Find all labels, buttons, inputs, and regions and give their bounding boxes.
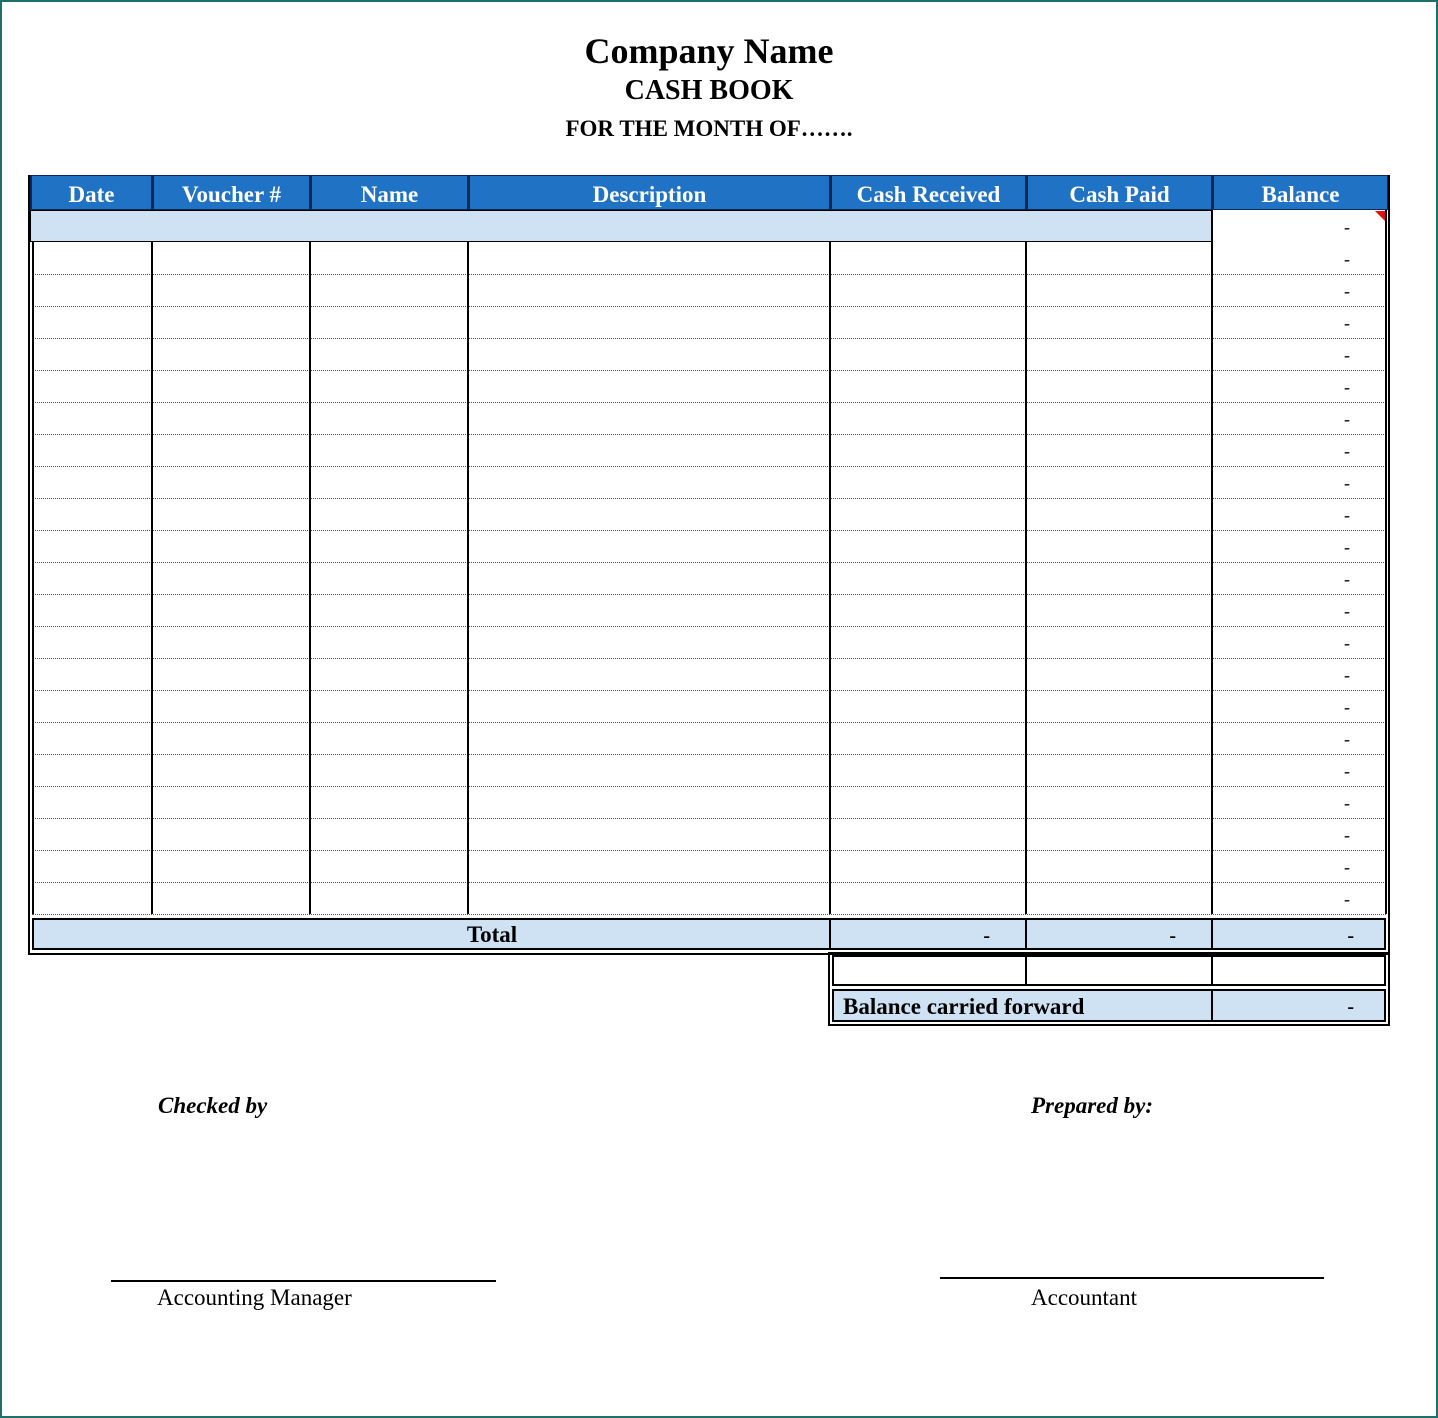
balance-cell[interactable]: - <box>1344 569 1350 589</box>
table-row[interactable] <box>32 370 1386 403</box>
balance-cell[interactable]: - <box>1344 249 1350 269</box>
document-title: CASH BOOK <box>624 75 794 106</box>
balance-cell[interactable]: - <box>1344 505 1350 525</box>
column-divider <box>829 242 831 914</box>
checked-by-label: Checked by <box>158 1093 268 1118</box>
balance-cell[interactable]: - <box>1344 665 1350 685</box>
prepared-by-role: Accountant <box>1031 1285 1138 1310</box>
column-header-description: Description <box>468 175 830 210</box>
table-row[interactable] <box>32 818 1386 851</box>
balance-cell[interactable]: - <box>1344 889 1350 909</box>
checked-by-role: Accounting Manager <box>157 1285 352 1310</box>
total-label: Total <box>466 922 518 947</box>
table-row[interactable] <box>32 658 1386 691</box>
table-row[interactable] <box>32 754 1386 787</box>
balance-cell[interactable]: - <box>1344 409 1350 429</box>
table-row[interactable] <box>32 722 1386 755</box>
prepared-by-label: Prepared by: <box>1031 1093 1153 1118</box>
table-row[interactable] <box>32 562 1386 595</box>
balance-cell[interactable]: - <box>1344 793 1350 813</box>
balance-cell[interactable]: - <box>1344 729 1350 749</box>
balance-cell[interactable]: - <box>1344 377 1350 397</box>
balance-cell[interactable]: - <box>1344 633 1350 653</box>
column-divider <box>1025 918 1027 950</box>
balance-cell[interactable]: - <box>1344 217 1350 237</box>
table-row[interactable] <box>32 594 1386 627</box>
table-row[interactable] <box>32 882 1386 915</box>
column-divider <box>1211 918 1213 950</box>
period-label: FOR THE MONTH OF……. <box>565 116 853 141</box>
table-row[interactable] <box>32 850 1386 883</box>
column-divider <box>32 242 34 914</box>
column-divider <box>467 242 469 914</box>
table-row[interactable] <box>32 434 1386 467</box>
table-row[interactable] <box>32 466 1386 499</box>
column-header-voucher: Voucher # <box>152 175 310 210</box>
total-cash-received[interactable]: - <box>983 925 990 947</box>
column-header-balance: Balance <box>1212 175 1388 210</box>
table-row[interactable] <box>32 274 1386 307</box>
column-divider <box>1385 210 1387 914</box>
balance-cell[interactable]: - <box>1344 697 1350 717</box>
column-divider <box>151 242 153 914</box>
balance-cell[interactable]: - <box>1344 281 1350 301</box>
column-divider <box>309 242 311 914</box>
balance-cell[interactable]: - <box>1344 601 1350 621</box>
column-header-cash-paid: Cash Paid <box>1026 175 1212 210</box>
balance-cell[interactable]: - <box>1344 473 1350 493</box>
column-divider <box>1025 242 1027 914</box>
column-divider <box>1211 955 1213 986</box>
table-row[interactable] <box>32 690 1386 723</box>
table-row[interactable] <box>32 338 1386 371</box>
balance-cell[interactable]: - <box>1344 537 1350 557</box>
table-row[interactable] <box>32 242 1386 275</box>
balance-cell[interactable]: - <box>1344 857 1350 877</box>
table-row[interactable] <box>32 530 1386 563</box>
table-row[interactable] <box>32 402 1386 435</box>
balance-cell[interactable]: - <box>1344 441 1350 461</box>
total-cash-paid[interactable]: - <box>1169 925 1176 947</box>
column-divider <box>1211 989 1213 1022</box>
column-header-cash-received: Cash Received <box>830 175 1026 210</box>
carried-forward-blank-row[interactable] <box>832 955 1386 986</box>
total-balance[interactable]: - <box>1347 925 1354 947</box>
column-divider <box>1211 210 1213 914</box>
column-header-date: Date <box>30 175 152 210</box>
table-row[interactable] <box>32 306 1386 339</box>
table-row[interactable] <box>32 786 1386 819</box>
column-divider <box>829 918 831 950</box>
carried-forward-label: Balance carried forward <box>843 994 1085 1019</box>
comment-indicator-icon[interactable] <box>1375 211 1385 221</box>
company-name: Company Name <box>584 31 834 71</box>
table-row[interactable] <box>32 626 1386 659</box>
balance-cell[interactable]: - <box>1344 761 1350 781</box>
carried-forward-value[interactable]: - <box>1347 996 1354 1018</box>
balance-cell[interactable]: - <box>1344 313 1350 333</box>
prepared-by-signature-line[interactable] <box>940 1277 1324 1279</box>
balance-cell[interactable]: - <box>1344 825 1350 845</box>
balance-cell[interactable]: - <box>1344 345 1350 365</box>
table-row[interactable] <box>32 498 1386 531</box>
column-divider <box>1025 955 1027 986</box>
checked-by-signature-line[interactable] <box>111 1280 496 1282</box>
opening-balance-row[interactable] <box>30 210 1212 242</box>
column-header-name: Name <box>310 175 468 210</box>
